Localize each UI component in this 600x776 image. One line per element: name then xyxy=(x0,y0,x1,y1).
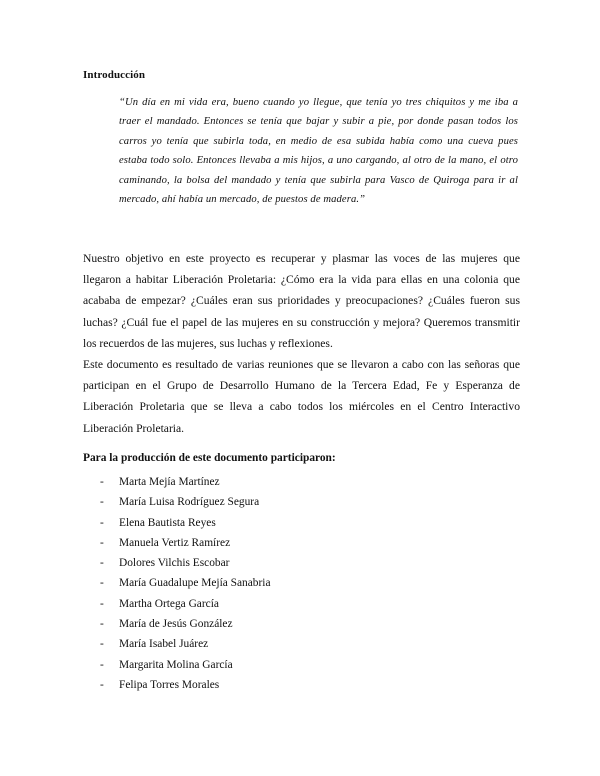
list-bullet: - xyxy=(100,597,104,610)
participant-item xyxy=(100,634,271,654)
participant-item xyxy=(100,533,271,553)
participant-name: Manuela Vertiz Ramírez xyxy=(119,536,231,549)
body-text xyxy=(83,248,520,439)
participant-item xyxy=(100,614,271,634)
participant-name: María Guadalupe Mejía Sanabria xyxy=(119,577,271,590)
participant-name: Martha Ortega García xyxy=(119,597,219,610)
participant-item xyxy=(100,675,271,695)
participant-name: Felipa Torres Morales xyxy=(119,678,220,691)
list-bullet: - xyxy=(100,678,104,691)
participant-item xyxy=(100,553,271,573)
participant-name: Dolores Vilchis Escobar xyxy=(119,557,230,570)
list-bullet: - xyxy=(100,476,104,488)
list-bullet: - xyxy=(100,557,104,570)
participant-item xyxy=(100,513,271,533)
section-heading: Introducción xyxy=(83,69,146,81)
list-bullet: - xyxy=(100,496,104,509)
participant-item xyxy=(100,492,271,512)
participant-name: María de Jesús González xyxy=(119,618,233,631)
participant-name: María Isabel Juárez xyxy=(119,638,209,651)
objective-paragraph: Nuestro objetivo en este proyecto es recuperar y plasmar las voces de las mujeres que llegaron a habitar Liberación Proletaria: ¿Cómo era la vida para ellas en una colonia que acababa de empezar? ¿Cuáles eran sus prioridades y preocupaciones? ¿Cuáles fueron sus luchas? ¿Cuál fue el papel de las mujeres en su construcción y mejora? Queremos transmitir los recuerdos de las mujeres, sus luchas y reflexiones. xyxy=(83,252,520,350)
participant-name: Margarita Molina García xyxy=(119,658,233,671)
list-bullet: - xyxy=(100,638,104,651)
participant-item xyxy=(100,655,271,675)
participants-heading: Para la producción de este documento participaron: xyxy=(83,452,336,464)
list-bullet: - xyxy=(100,658,104,671)
testimony-quote: “Un día en mi vida era, bueno cuando yo llegue, que tenía yo tres chiquitos y me iba a traer el mandado. Entonces se tenía que bajar y subir a pie, por donde pasan todos los carros yo tenía que subirla toda, en medio de esa subida había como una cueva pues estaba todo solo. Entonces llevaba a mis hijos, a uno cargando, al otro de la mano, el otro caminando, la bolsa del mandado y tenía que subirla para Vasco de Quiroga para ir al mercado, ahí había un mercado, de puestos de madera.” xyxy=(119,97,518,206)
participant-name: Elena Bautista Reyes xyxy=(119,516,216,529)
list-bullet: - xyxy=(100,516,104,529)
participant-item xyxy=(100,594,271,614)
origin-paragraph: Este documento es resultado de varias reuniones que se llevaron a cabo con las señoras que participan en el Grupo de Desarrollo Humano de la Tercera Edad, Fe y Esperanza de Liberación Proletaria que se lleva a cabo todos los miércoles en el Centro Interactivo Liberación Proletaria. xyxy=(83,358,520,435)
list-bullet: - xyxy=(100,618,104,631)
participants-list xyxy=(100,472,271,695)
participant-item xyxy=(100,472,271,492)
participant-name: Marta Mejía Martínez xyxy=(119,476,220,488)
list-bullet: - xyxy=(100,577,104,590)
participant-name: María Luisa Rodríguez Segura xyxy=(119,496,260,509)
participant-item xyxy=(100,573,271,593)
list-bullet: - xyxy=(100,536,104,549)
